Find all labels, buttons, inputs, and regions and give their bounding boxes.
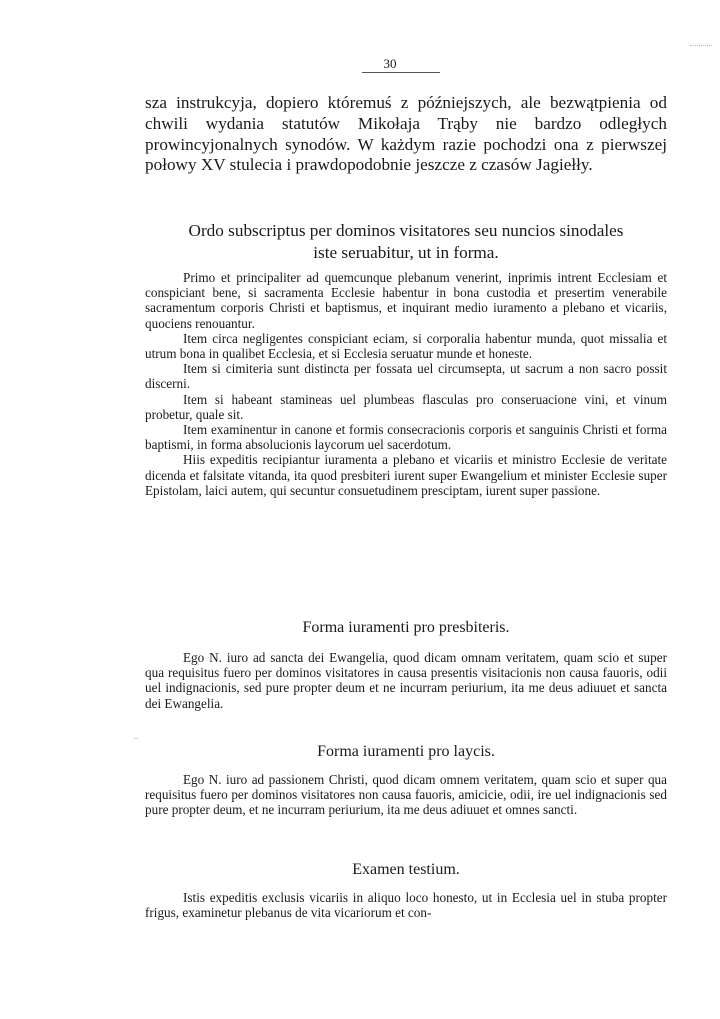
- forma-presbiteris-paragraph: Ego N. iuro ad sancta dei Ewangelia, quod dicam omnam veritatem, quam scio et super qua requisitus fuero per dominos visitatores in causa presentis visitacionis non causa fauoris, odii uel indignacionis, sed pure propter deum et ne incurram periurium, ita me deus adiuuet et sancta dei Ewangelia.: [145, 650, 667, 711]
- examen-heading: Examen testium.: [352, 861, 460, 878]
- forma-laycis-body: [145, 772, 667, 818]
- forma-laycis-heading: Forma iuramenti pro laycis.: [317, 743, 495, 760]
- ordo-paragraph: Item circa negligentes conspiciant eciam, si corporalia habentur munda, quot missalia et utrum bona in qualibet Ecclesia, et si Ecclesia seruatur munde et honeste.: [145, 330, 667, 362]
- page-number: 30: [383, 56, 397, 71]
- page-number-rule: [362, 72, 440, 73]
- examen-paragraph: Istis expeditis exclusis vicariis in aliquo loco honesto, ut in Ecclesia uel in stuba propter frigus, examinetur plebanus de vita vicariorum et con-: [145, 890, 667, 921]
- forma-presbiteris-heading: Forma iuramenti pro presbiteris.: [302, 619, 510, 636]
- examen-body: [145, 890, 667, 920]
- ordo-title-line-1: Ordo subscriptus per dominos visitatores seu nuncios sinodales: [188, 221, 624, 240]
- margin-mark: [690, 45, 712, 46]
- margin-tick: [134, 738, 138, 739]
- ordo-paragraph: Primo et principaliter ad quemcunque plebanum venerint, inprimis intrent Ecclesiam et conspiciant bene, si sacramenta Ecclesie habentur in bona custodia et presertim venerabile sacramentum corporis Christi et baptismus, et inquirant medio iuramento a plebano et vicariis, quociens renouantur.: [145, 270, 667, 331]
- forma-presbiteris-body: [145, 650, 667, 711]
- ordo-paragraph: Hiis expeditis recipiantur iuramenta a plebano et vicariis et ministro Ecclesie de veritate dicenda et falsitate vitanda, ita quod presbiteri iurent super Ewangelium et minister Ecclesie super Epistolam, laici autem, qui secuntur consuetudinem presciptam, iurent super passione.: [145, 452, 667, 498]
- ordo-title: [145, 220, 667, 264]
- ordo-paragraph: Item si habeant stamineas uel plumbeas flasculas pro conseruacione vini, et vinum probetur, quale sit.: [145, 391, 667, 422]
- ordo-paragraph: Item si cimiteria sunt distincta per fossata uel circumsepta, ut sacrum a non sacro possit discerni.: [145, 361, 667, 392]
- ordo-title-line-2: iste seruabitur, ut in forma.: [313, 243, 499, 262]
- forma-laycis-paragraph: Ego N. iuro ad passionem Christi, quod dicam omnem veritatem, quam scio et super qua requisitus fuero per dominos visitatores non causa fauoris, amicicie, odii, ire uel indignacionis sed pure propter deum, et ne incurram periurium, ita me deus adiuuet et omnes sancti.: [145, 772, 667, 818]
- intro-paragraph: sza instrukcyja, dopiero któremuś z późniejszych, ale bezwątpienia od chwili wydania statutów Mikołaja Trąby nie bardzo odległych prowincyjonalnych synodów. W każdym razie pochodzi ona z pierwszej połowy XV stulecia i prawdopodobnie jeszcze z czasów Jagiełły.: [145, 93, 667, 175]
- ordo-body: [145, 270, 667, 498]
- ordo-paragraph: Item examinentur in canone et formis consecracionis corporis et sanguinis Christi et forma baptismi, in forma absolucionis laycorum uel sacerdotum.: [145, 422, 667, 453]
